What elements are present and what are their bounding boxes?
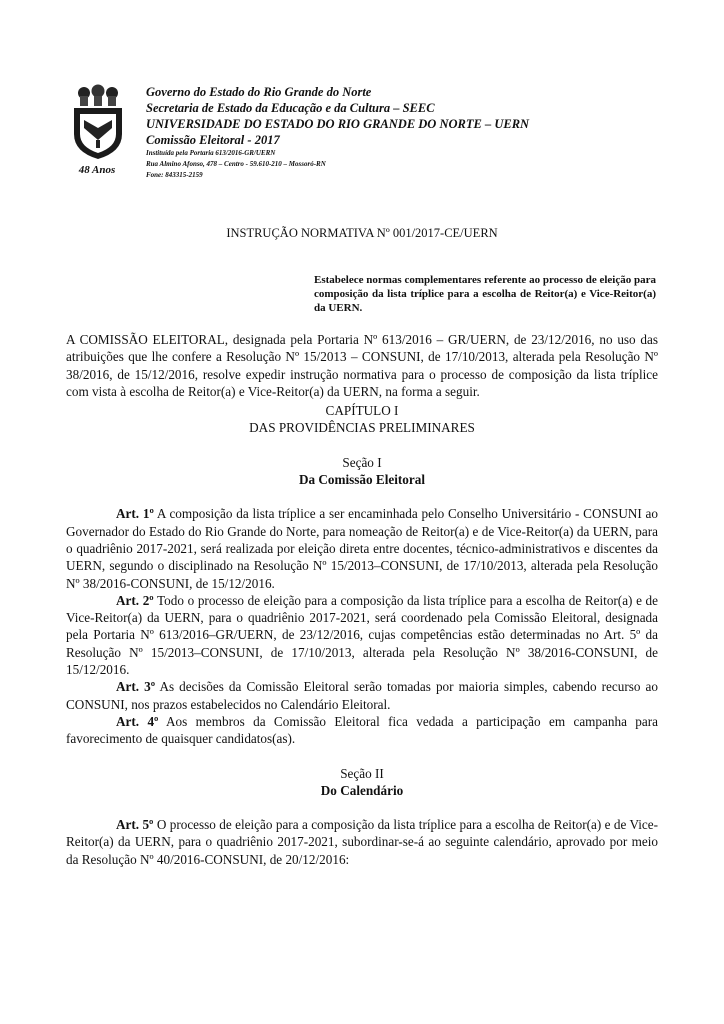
article-label: Art. 2º: [116, 592, 154, 608]
preamble: A COMISSÃO ELEITORAL, designada pela Portaria Nº 613/2016 – GR/UERN, de 23/12/2016, no uso das atribuições que lhe confere a Resolução Nº 15/2013 – CONSUNI, de 17/10/2013, alterada pela Resolução Nº 38/2016, de 15/12/2016, resolve expedir instrução normativa para o processo de composição da lista tríplice com vista à escolha de Reitor(a) e Vice-Reitor(a) da UERN, na forma a seguir.: [66, 332, 658, 399]
letterhead-lines: [146, 84, 666, 181]
letterhead-phone: Fone: 843315-2159: [146, 171, 203, 179]
article-label: Art. 5º: [116, 817, 154, 833]
article-label: Art. 3º: [116, 679, 156, 695]
chapter-title: DAS PROVIDÊNCIAS PRELIMINARES: [249, 420, 475, 436]
section-title: Da Comissão Eleitoral: [298, 472, 425, 488]
article-text: A composição da lista tríplice a ser encaminhada pelo Conselho Universitário - CONSUNI ao Governador do Estado do Rio Grande do Norte, para nomeação de Reitor(a) e de Vice-Reitor(a) da UERN, para o quadriênio 2017-2021, será realizada por eleição direta entre docentes, técnico-administrativos e discentes da UERN, segundo o disciplinado na Resolução Nº 15/2013–CONSUNI, de 17/10/2013, alterada pela Resolução Nº 38/2016-CONSUNI, de 15/12/2016.: [66, 506, 659, 591]
article-label: Art. 4º: [116, 713, 159, 729]
chapter-number: CAPÍTULO I: [325, 403, 399, 419]
document-body: [66, 331, 658, 868]
article-2: [66, 592, 658, 678]
section-number: Seção I: [342, 454, 382, 470]
letterhead-government: Governo do Estado do Rio Grande do Norte: [146, 85, 372, 99]
article-1: [66, 505, 658, 591]
letterhead-commission: Comissão Eleitoral - 2017: [146, 133, 280, 147]
letterhead: [64, 84, 664, 204]
article-text: O processo de eleição para a composição da lista tríplice para a escolha de Reitor(a) e de Vice-Reitor(a) da UERN, para o quadriênio 2017-2021, subordinar-se-á ao seguinte calendário, aprovado por meio da Resolução Nº 40/2016-CONSUNI, de 20/12/2016:: [66, 817, 658, 867]
letterhead-secretariat: Secretaria de Estado da Educação e da Cultura – SEEC: [146, 101, 435, 115]
letterhead-university: UNIVERSIDADE DO ESTADO DO RIO GRANDE DO NORTE – UERN: [146, 117, 530, 131]
article-text: Todo o processo de eleição para a composição da lista tríplice para a escolha de Reitor(a) e de Vice-Reitor(a) da UERN, para o quadriênio 2017-2021, será coordenado pela Comissão Eleitoral, designada pela Portaria Nº 613/2016–GR/UERN, de 23/12/2016, cujas competências estão determinadas no Art. 5º da Resolução Nº 15/2013–CONSUNI, de 17/10/2013, alterada pela Resolução Nº 38/2016-CONSUNI, de 15/12/2016.: [66, 592, 659, 678]
section-title: Do Calendário: [320, 782, 404, 798]
ementa: Estabelece normas complementares referente ao processo de eleição para composição da lista tríplice para a escolha de Reitor(a) e Vice-Reitor(a) da UERN.: [314, 274, 656, 314]
letterhead-ordinance: Instituída pela Portaria 613/2016-GR/UERN: [146, 149, 276, 157]
document-title: INSTRUÇÃO NORMATIVA Nº 001/2017-CE/UERN: [226, 226, 498, 240]
article-3: [66, 678, 658, 713]
article-5: [66, 816, 658, 868]
article-label: Art. 1º: [116, 506, 154, 522]
letterhead-address: Rua Almino Afonso, 478 – Centro - 59.610-210 – Mossoró-RN: [146, 160, 326, 168]
article-4: [66, 713, 658, 748]
section-number: Seção II: [340, 765, 384, 781]
emblem-caption: 48 Anos: [78, 164, 116, 176]
article-text: As decisões da Comissão Eleitoral serão tomadas por maioria simples, cabendo recurso ao CONSUNI, nos prazos estabelecidos no Calendário Eleitoral.: [66, 679, 658, 712]
university-crest-icon: [70, 84, 126, 160]
article-text: Aos membros da Comissão Eleitoral fica vedada a participação em campanha para favorecimento de quaisquer candidatos(as).: [66, 713, 658, 747]
